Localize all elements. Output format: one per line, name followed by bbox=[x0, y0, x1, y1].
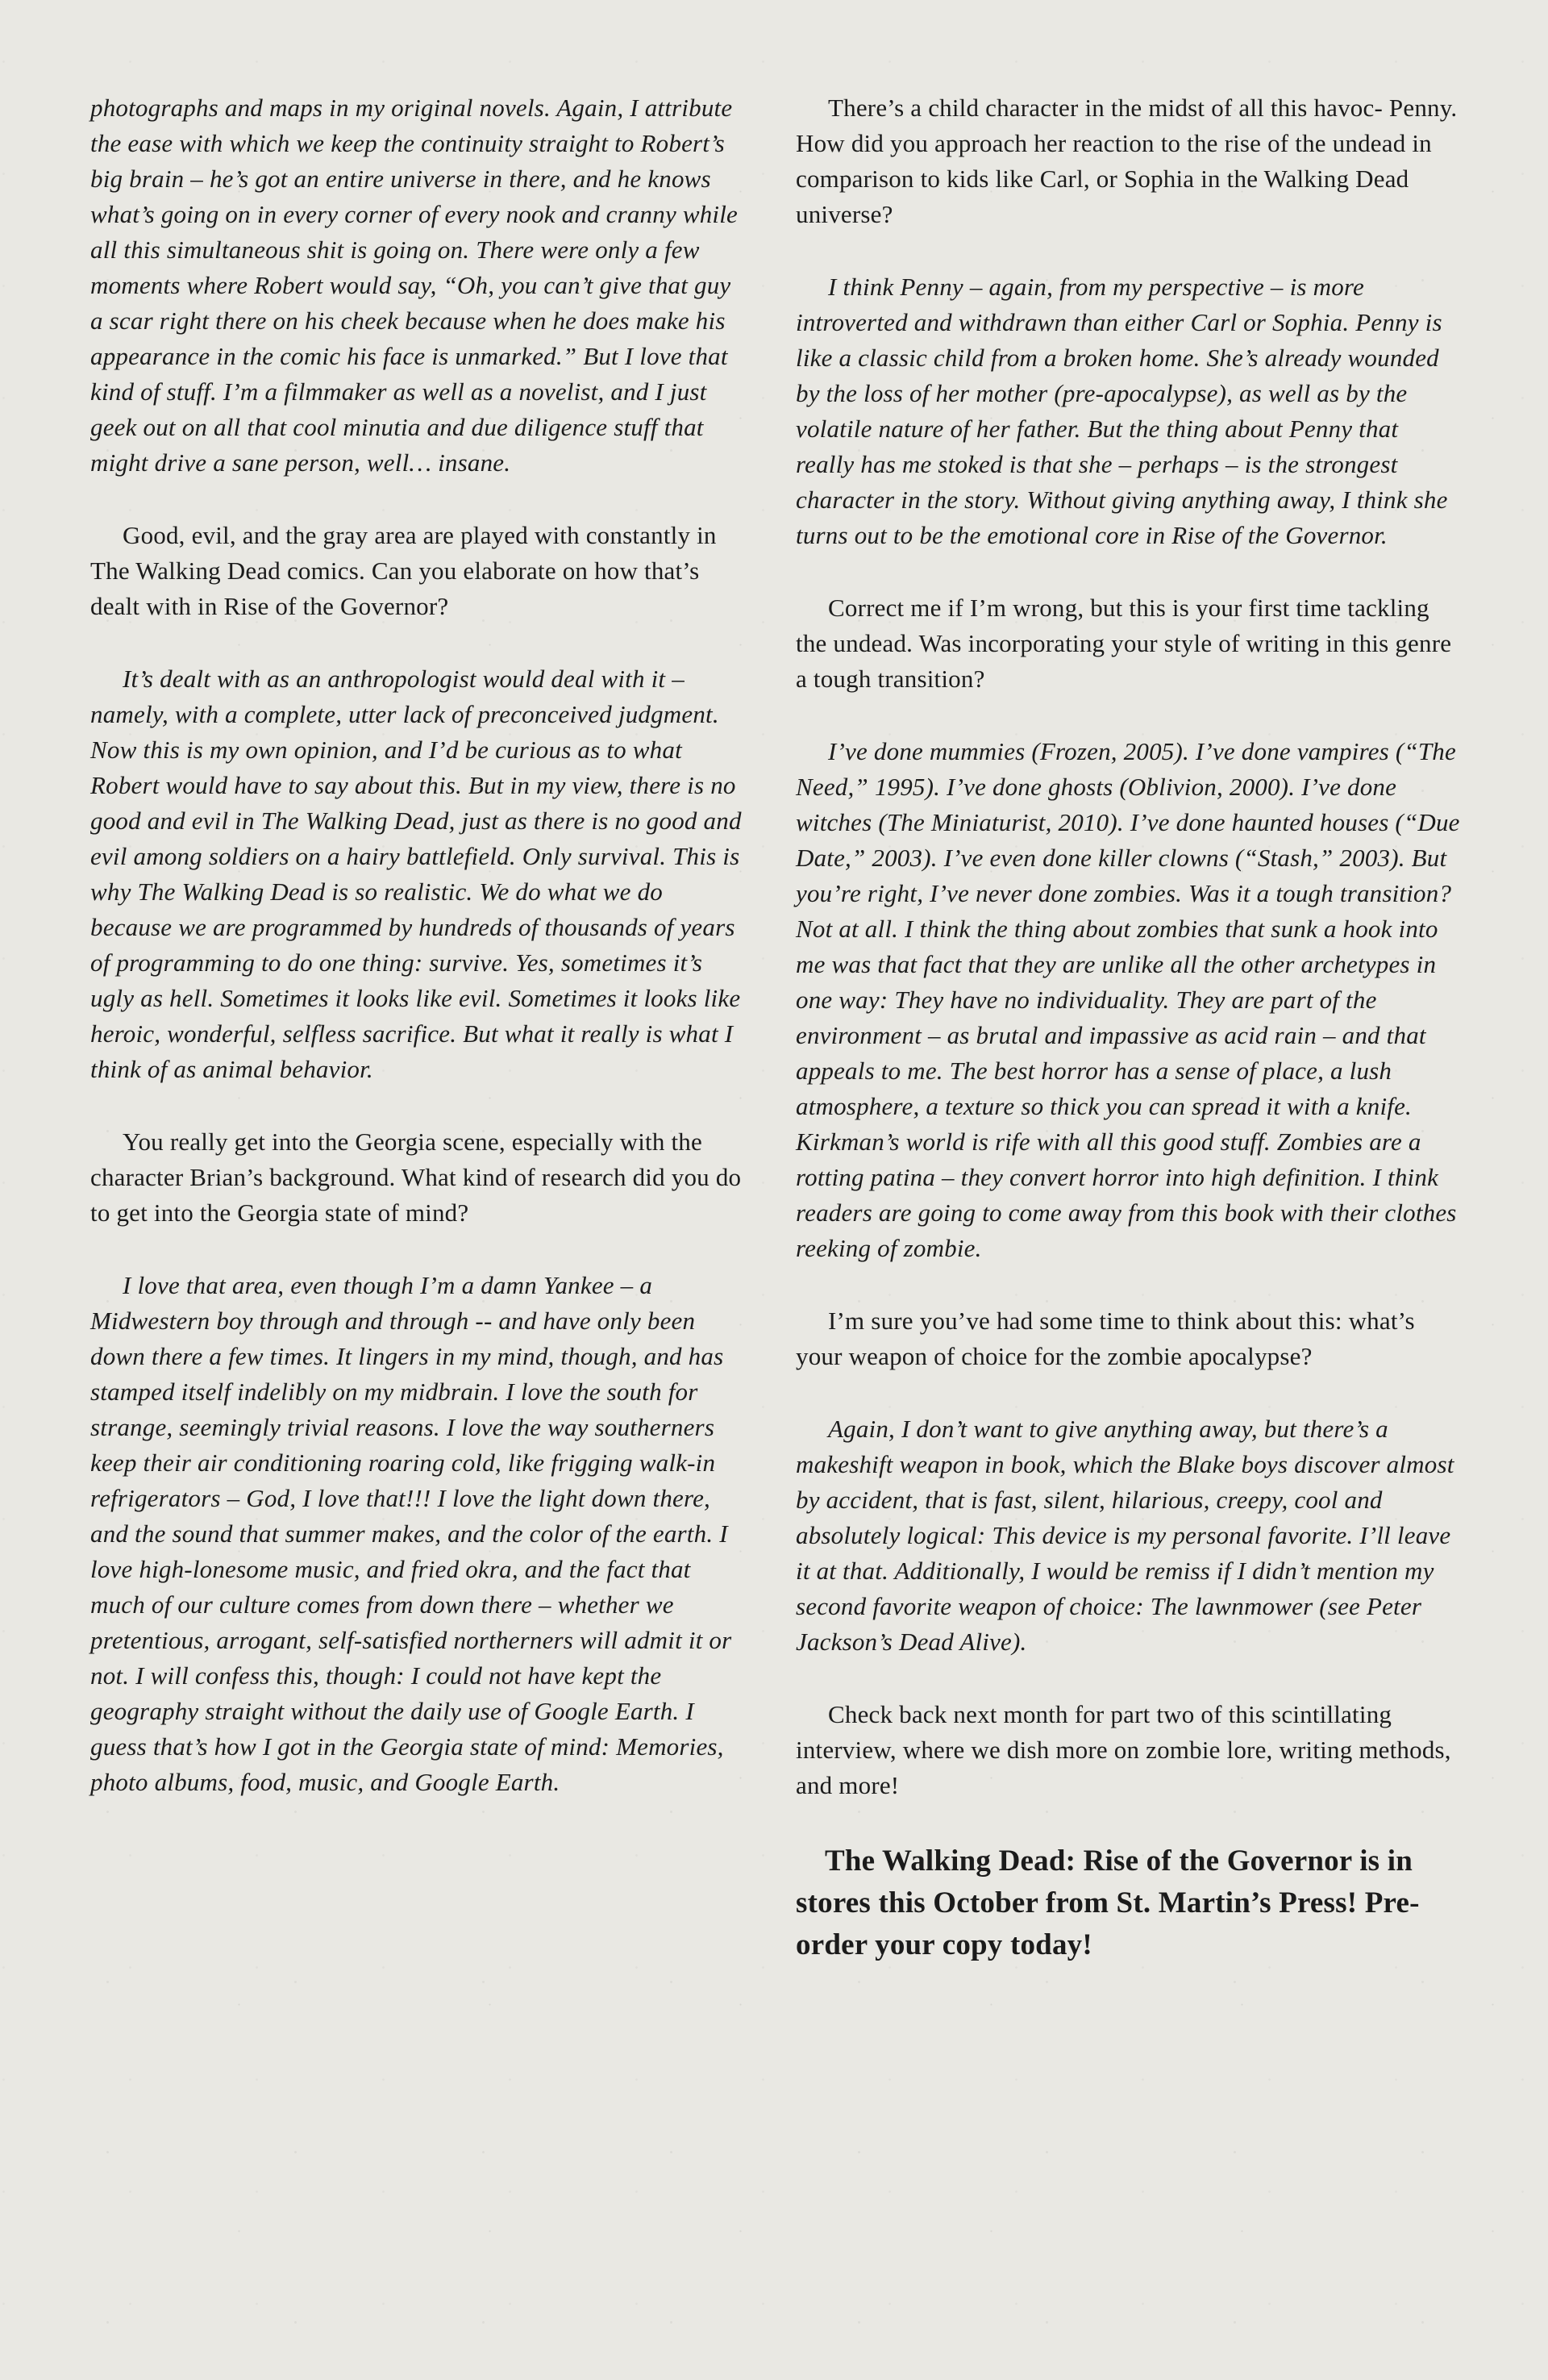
question-paragraph: You really get into the Georgia scene, especially with the character Brian’s background. What kind of research did you do to get into the Georgia state of mind? bbox=[90, 1127, 742, 1227]
question-paragraph: There’s a child character in the midst of all this havoc- Penny. How did you approach her reaction to the rise of the undead in comparison to kids like Carl, or Sophia in the Walking Dead universe? bbox=[796, 94, 1458, 228]
answer-paragraph: Again, I don’t want to give anything away, but there’s a makeshift weapon in book, which the Blake boys discover almost by accident, that is fast, silent, hilarious, creepy, cool and absolutely logical: This device is my personal favorite. I’ll leave it at that. Additionally, I would be remiss if I didn’t mention my second favorite weapon of choice: The lawnmower (see Peter Jackson’s Dead Alive). bbox=[796, 1415, 1454, 1656]
question-paragraph: Good, evil, and the gray area are played with constantly in The Walking Dead comics. Can you elaborate on how that’s dealt with in Rise of the Governor? bbox=[90, 521, 717, 620]
answer-paragraph: I think Penny – again, from my perspective – is more introverted and withdrawn than either Carl or Sophia. Penny is like a classic child from a broken home. She’s already wounded by the loss of her mother (pre-apocalypse), as well as by the volatile nature of her father. But the thing about Penny that really has me stoked is that she – perhaps – is the strongest character in the story. Without giving anything away, I think she turns out to be the emotional core in Rise of the Governor. bbox=[796, 273, 1448, 549]
answer-paragraph: photographs and maps in my original novels. Again, I attribute the ease with which we keep the continuity straight to Robert’s big brain – he’s got an entire universe in there, and he knows what’s going on in every corner of every nook and cranny while all this simultaneous shit is going on. There were only a few moments where Robert would say, “Oh, you can’t give that guy a scar right there on his cheek because when he does make his appearance in the comic his face is unmarked.” But I love that kind of stuff. I’m a filmmaker as well as a novelist, and I just geek out on all that cool minutia and due diligence stuff that might drive a sane person, well… insane. bbox=[90, 94, 739, 477]
question-paragraph: Correct me if I’m wrong, but this is your first time tackling the undead. Was incorporating your style of writing in this genre a tough transition? bbox=[796, 594, 1452, 693]
answer-paragraph: I love that area, even though I’m a damn Yankee – a Midwestern boy through and through -- and have only been down there a few times. It lingers in my mind, though, and has stamped itself indelibly on my midbrain. I love the south for strange, seemingly trivial reasons. I love the way southerners keep their air conditioning roaring cold, like frigging walk-in refrigerators – God, I love that!!! I love the light down there, and the sound that summer makes, and the color of the earth. I love high-lonesome music, and fried okra, and the fact that much of our culture comes from down there – whether we pretentious, arrogant, self-satisfied northerners will admit it or not. I will confess this, though: I could not have kept the geography straight without the daily use of Google Earth. I guess that’s how I got in the Georgia state of mind: Memories, photo albums, food, music, and Google Earth. bbox=[90, 1271, 732, 1796]
answer-paragraph: I’ve done mummies (Frozen, 2005). I’ve done vampires (“The Need,” 1995). I’ve done ghosts (Oblivion, 2000). I’ve done witches (The Miniaturist, 2010). I’ve done haunted houses (“Due Date,” 2003). I’ve even done killer clowns (“Stash,” 2003). But you’re right, I’ve never done zombies. Was it a tough transition? Not at all. I think the thing about zombies that sunk a hook into me was that fact that they are unlike all the other archetypes in one way: They have no individuality. They are part of the environment – as brutal and impassive as acid rain – and that appeals to me. The best horror has a sense of place, a lush atmosphere, a texture so thick you can spread it with a knife. Kirkman’s world is rife with all this good stuff. Zombies are a rotting patina – they convert horror into high definition. I think readers are going to come away from this book with their clothes reeking of zombie. bbox=[796, 737, 1460, 1262]
answer-paragraph: It’s dealt with as an anthropologist would deal with it – namely, with a complete, utter lack of preconceived judgment. Now this is my own opinion, and I’d be curious as to what Robert would have to say about this. But in my view, there is no good and evil in The Walking Dead, just as there is no good and evil among soldiers on a hairy battlefield. Only survival. This is why The Walking Dead is so realistic. We do what we do because we are programmed by hundreds of thousands of years of programming to do one thing: survive. Yes, sometimes it’s ugly as hell. Sometimes it looks like evil. Sometimes it looks like heroic, wonderful, selfless sacrifice. But what it really is what I think of as animal behavior. bbox=[90, 665, 742, 1083]
promo-closing-text: The Walking Dead: Rise of the Governor is in stores this October from St. Martin’s Press! Pre-order your copy today! bbox=[796, 1844, 1420, 1961]
teaser-paragraph: Check back next month for part two of this scintillating interview, where we dish more on zombie lore, writing methods, and more! bbox=[796, 1700, 1451, 1799]
right-column bbox=[796, 90, 1461, 2380]
left-column bbox=[90, 90, 747, 2380]
question-paragraph: I’m sure you’ve had some time to think about this: what’s your weapon of choice for the zombie apocalypse? bbox=[796, 1307, 1415, 1370]
